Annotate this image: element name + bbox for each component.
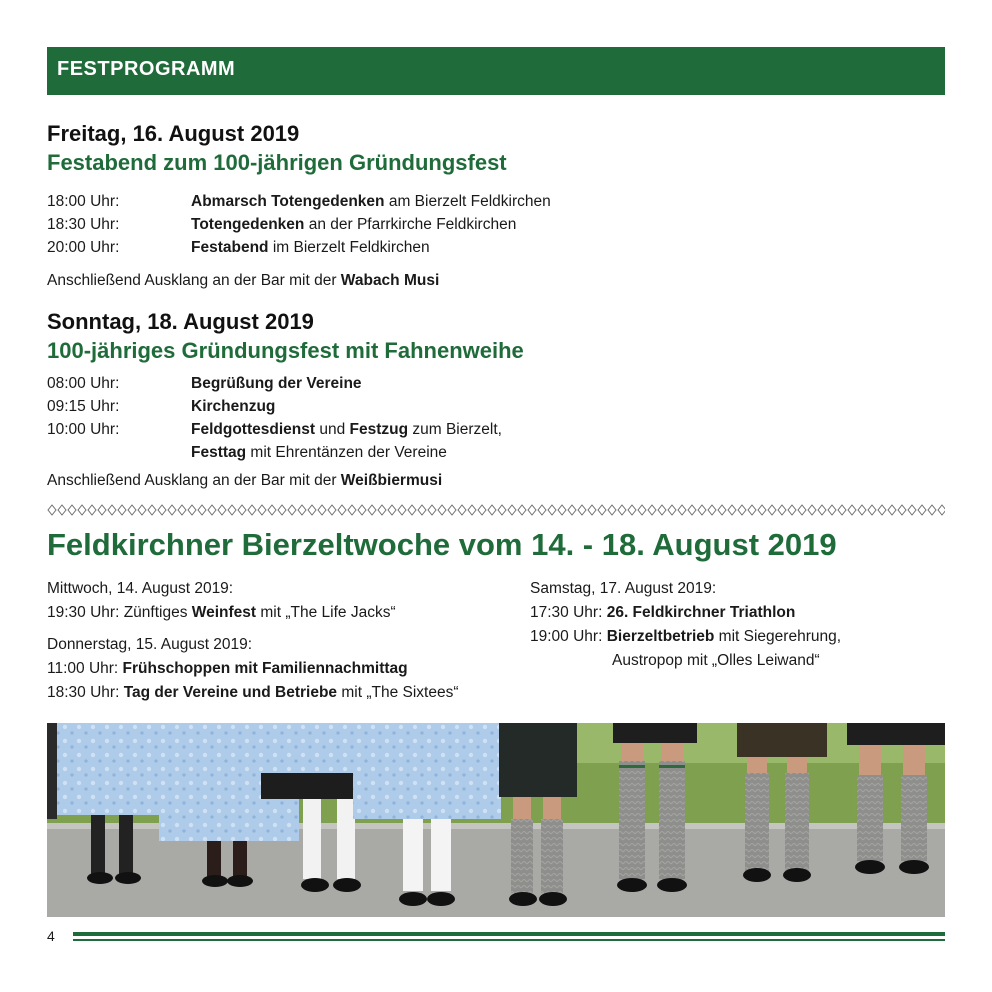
schedule-row xyxy=(47,441,647,464)
sunday-heading xyxy=(47,308,945,366)
week-right-column xyxy=(530,577,841,673)
schedule-row xyxy=(47,236,647,259)
day-date: Freitag, 16. August 2019 xyxy=(47,121,300,146)
section-banner xyxy=(47,47,945,95)
schedule-row xyxy=(47,418,647,441)
page-number: 4 xyxy=(47,928,55,944)
event-date: Donnerstag, 15. August 2019: xyxy=(47,636,253,653)
tracht-photo xyxy=(47,723,945,917)
friday-heading xyxy=(47,120,945,178)
schedule-row xyxy=(47,190,647,213)
day-date: Sonntag, 18. August 2019 xyxy=(47,309,314,334)
schedule-row xyxy=(47,213,647,236)
event-line: 17:30 Uhr: 26. Feldkirchner Triathlon xyxy=(530,604,796,621)
day-title: Festabend zum 100-jährigen Gründungsfest xyxy=(47,150,507,175)
schedule-time: 08:00 Uhr: xyxy=(47,375,120,392)
sunday-note: Anschließend Ausklang an der Bar mit der Weißbiermusi xyxy=(47,472,443,489)
schedule-time: 10:00 Uhr: xyxy=(47,421,120,438)
friday-note: Anschließend Ausklang an der Bar mit der Wabach Musi xyxy=(47,272,440,289)
day-title: 100-jähriges Gründungsfest mit Fahnenweihe xyxy=(47,338,524,363)
week-title: Feldkirchner Bierzeltwoche vom 14. - 18. August 2019 xyxy=(47,527,837,562)
footer-rule xyxy=(73,932,945,936)
schedule-time: 18:00 Uhr: xyxy=(47,193,120,210)
schedule-desc: Festtag mit Ehrentänzen der Vereine xyxy=(191,444,447,461)
schedule-desc: Totengedenken an der Pfarrkirche Feldkirchen xyxy=(191,216,517,233)
week-left-column xyxy=(47,577,459,705)
schedule-desc: Kirchenzug xyxy=(191,398,276,415)
schedule-time: 20:00 Uhr: xyxy=(47,239,120,256)
schedule-desc: Begrüßung der Vereine xyxy=(191,375,362,392)
schedule-time: 18:30 Uhr: xyxy=(47,216,120,233)
event-line: 18:30 Uhr: Tag der Vereine und Betriebe mit „The Sixtees“ xyxy=(47,684,459,701)
diamond-divider xyxy=(47,503,945,517)
schedule-row xyxy=(47,372,647,395)
sunday-schedule xyxy=(47,372,647,464)
event-line: 11:00 Uhr: Frühschoppen mit Familiennachmittag xyxy=(47,660,408,677)
event-line: 19:00 Uhr: Bierzeltbetrieb mit Siegerehrung, xyxy=(530,628,842,645)
schedule-time: 09:15 Uhr: xyxy=(47,398,120,415)
banner-title: FESTPROGRAMM xyxy=(57,58,236,80)
schedule-desc: Festabend im Bierzelt Feldkirchen xyxy=(191,239,430,256)
friday-schedule xyxy=(47,190,647,259)
event-line: 19:30 Uhr: Zünftiges Weinfest mit „The Life Jacks“ xyxy=(47,604,396,621)
event-date: Samstag, 17. August 2019: xyxy=(530,580,717,597)
schedule-row xyxy=(47,395,647,418)
footer-rule xyxy=(73,939,945,941)
schedule-desc: Feldgottesdienst und Festzug zum Bierzelt, xyxy=(191,421,502,438)
event-line: Austropop mit „Olles Leiwand“ xyxy=(612,652,820,669)
event-date: Mittwoch, 14. August 2019: xyxy=(47,580,234,597)
schedule-desc: Abmarsch Totengedenken am Bierzelt Feldkirchen xyxy=(191,193,551,210)
